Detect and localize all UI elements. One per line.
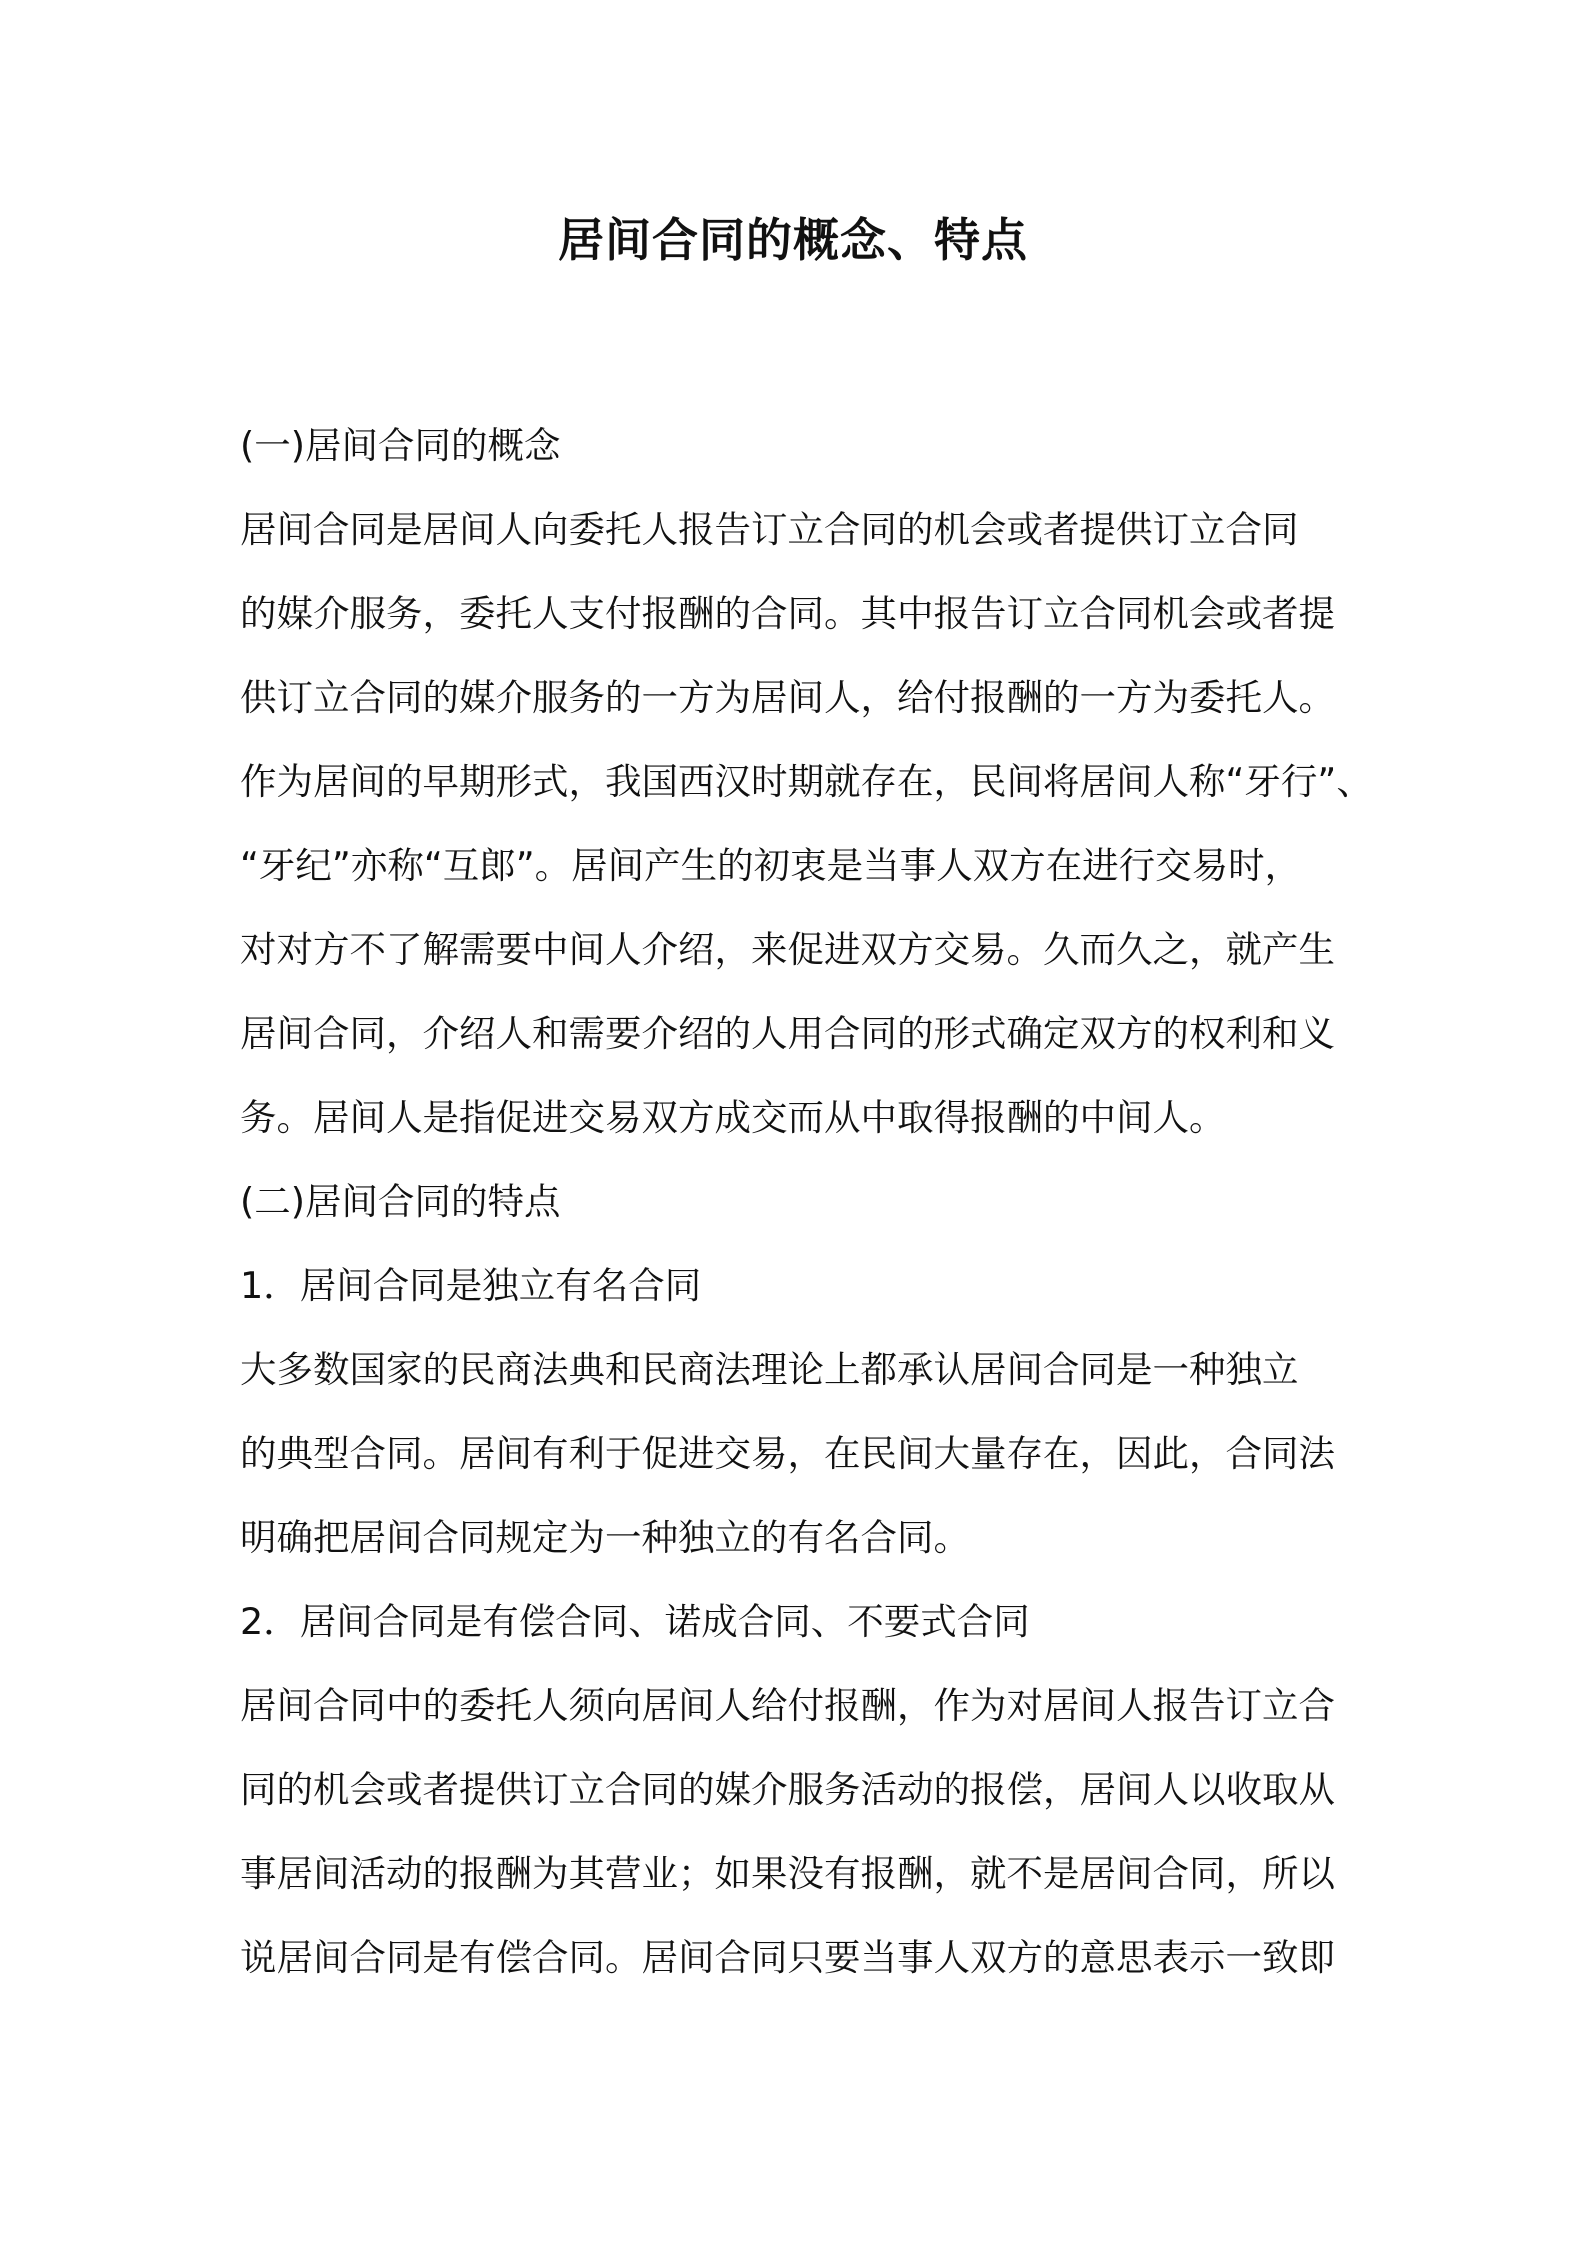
- paragraph-line: 居间合同是居间人向委托人报告订立合同的机会或者提供订立合同: [240, 508, 1299, 551]
- paragraph-line: 说居间合同是有偿合同。居间合同只要当事人双方的意思表示一致即: [240, 1936, 1335, 1979]
- paragraph-line: 同的机会或者提供订立合同的媒介服务活动的报偿，居间人以收取从: [240, 1768, 1335, 1811]
- paragraph-line: 居间合同中的委托人须向居间人给付报酬，作为对居间人报告订立合: [240, 1684, 1335, 1727]
- document-title: 居间合同的概念、特点: [558, 213, 1028, 267]
- section-heading-features: (二)居间合同的特点: [240, 1180, 561, 1223]
- paragraph-line: 对对方不了解需要中间人介绍，来促进双方交易。久而久之，就产生: [240, 928, 1335, 971]
- paragraph-line: 务。居间人是指促进交易双方成交而从中取得报酬的中间人。: [240, 1096, 1226, 1139]
- paragraph-line: 居间合同，介绍人和需要介绍的人用合同的形式确定双方的权利和义: [240, 1012, 1335, 1055]
- paragraph-line: 大多数国家的民商法典和民商法理论上都承认居间合同是一种独立: [240, 1348, 1299, 1391]
- paragraph-line: 供订立合同的媒介服务的一方为居间人，给付报酬的一方为委托人。: [240, 676, 1335, 719]
- paragraph-line: 的典型合同。居间有利于促进交易，在民间大量存在，因此，合同法: [240, 1432, 1335, 1475]
- paragraph-line: “牙纪”亦称“互郎”。居间产生的初衷是当事人双方在进行交易时，: [240, 844, 1302, 887]
- document-body: [240, 404, 1373, 2000]
- paragraph-line: 明确把居间合同规定为一种独立的有名合同。: [240, 1516, 970, 1559]
- subheading-independent-contract: 1．居间合同是独立有名合同: [240, 1264, 702, 1307]
- paragraph-line: 事居间活动的报酬为其营业；如果没有报酬，就不是居间合同，所以: [240, 1852, 1335, 1895]
- section-heading-concept: (一)居间合同的概念: [240, 424, 561, 467]
- paragraph-line: 的媒介服务，委托人支付报酬的合同。其中报告订立合同机会或者提: [240, 592, 1335, 635]
- paragraph-line: 作为居间的早期形式，我国西汉时期就存在，民间将居间人称“牙行”、: [240, 760, 1373, 803]
- subheading-paid-contract: 2．居间合同是有偿合同、诺成合同、不要式合同: [240, 1600, 1030, 1643]
